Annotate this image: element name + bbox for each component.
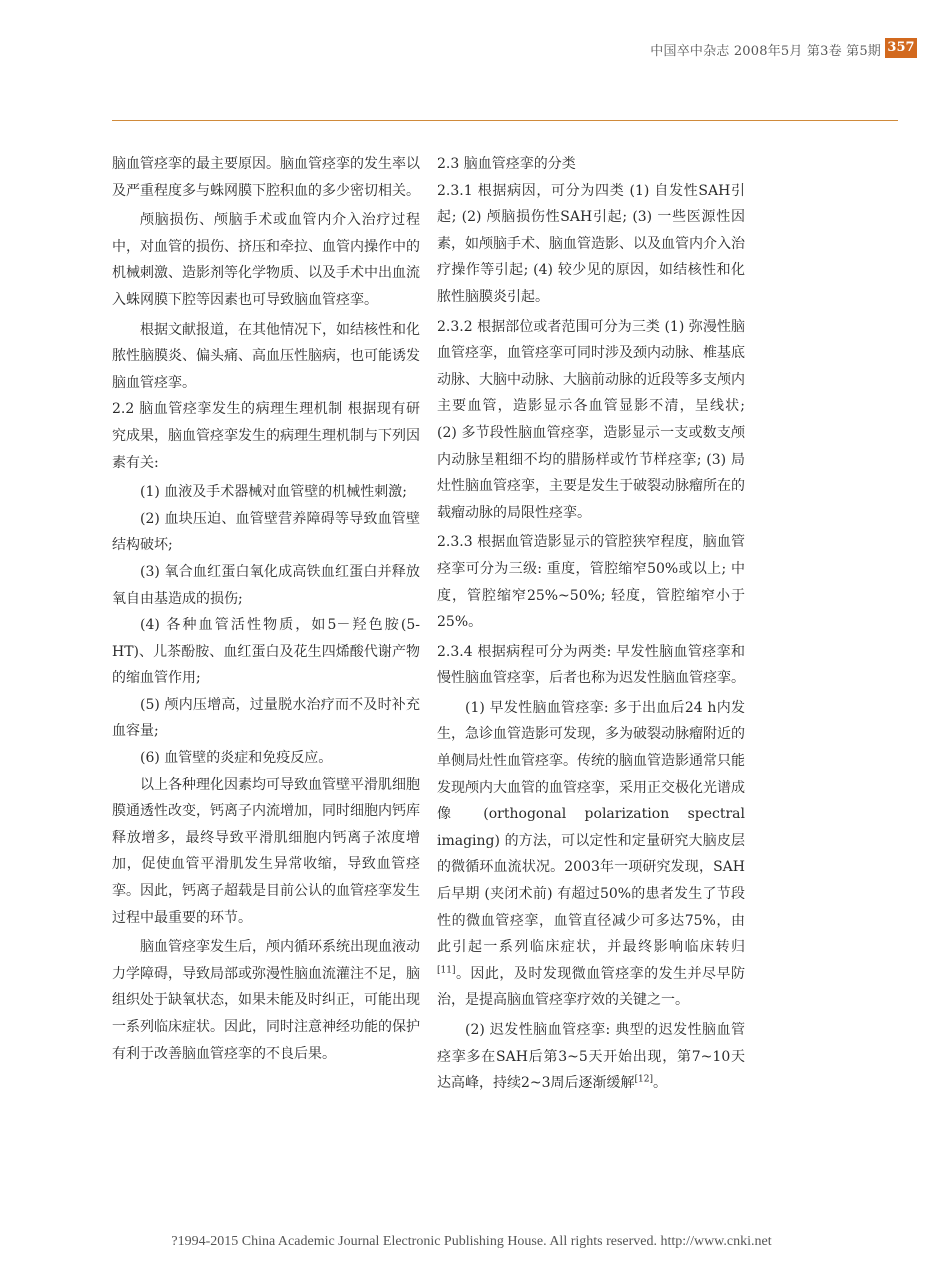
paragraph: 以上各种理化因素均可导致血管壁平滑肌细胞膜通透性改变，钙离子内流增加，同时细胞内钙库释放增多，最终导致平滑肌细胞内钙离子浓度增加，促使血管平滑肌发生异常收缩，导致血管痉挛。因此，钙离子超载是目前公认的血管痉挛发生过程中最重要的环节。: [112, 776, 420, 926]
right-column: [437, 151, 745, 1097]
paragraph: 根据文献报道，在其他情况下，如结核性和化脓性脑膜炎、偏头痛、高血压性脑病，也可能诱发脑血管痉挛。: [112, 321, 420, 391]
list-item: (1) 血液及手术器械对血管壁的机械性刺激;: [140, 484, 407, 501]
subsection-2-3-1: 2.3.1 根据病因，可分为四类 (1) 自发性SAH引起; (2) 颅脑损伤性SAH引起; (3) 一些医源性因素，如颅脑手术、脑血管造影、以及血管内介入治疗操作等引起; (4) 较少见的原因，如结核性和化脓性脑膜炎引起。: [437, 182, 745, 305]
paragraph-delayed-vasospasm: [437, 1017, 745, 1097]
citation-ref-12: [12]: [634, 1074, 654, 1085]
list-item: (4) 各种血管活性物质，如5－羟色胺(5-HT)、儿茶酚胺、血红蛋白及花生四烯酸代谢产物的缩血管作用;: [112, 617, 420, 687]
subsection-2-3-3: 2.3.3 根据血管造影显示的管腔狭窄程度，脑血管痉挛可分为三级: 重度，管腔缩窄50%或以上; 中度，管腔缩窄25%~50%; 轻度，管腔缩窄小于25%。: [437, 534, 745, 631]
left-column: [112, 151, 420, 1067]
page-number: 357: [885, 38, 917, 58]
paragraph-early-vasospasm: [437, 695, 745, 1014]
copyright-footer: ?1994-2015 China Academic Journal Electronic Publishing House. All rights reserved. http://www.cnki.net: [171, 1234, 772, 1249]
subsection-2-3-4: 2.3.4 根据病程可分为两类: 早发性脑血管痉挛和慢性脑血管痉挛，后者也称为迟发性脑血管痉挛。: [437, 643, 745, 687]
list-item: (2) 血块压迫、血管壁营养障碍等导致血管壁结构破坏;: [112, 510, 420, 554]
section-heading-2-2: 2.2 脑血管痉挛发生的病理生理机制 根据现有研究成果，脑血管痉挛发生的病理生理机制与下列因素有关:: [112, 401, 420, 471]
section-heading-2-3: 2.3 脑血管痉挛的分类: [437, 156, 576, 172]
citation-ref-11: [11]: [437, 965, 456, 976]
paragraph: 脑血管痉挛的最主要原因。脑血管痉挛的发生率以及严重程度多与蛛网膜下腔积血的多少密切相关。: [112, 156, 420, 199]
list-item: (5) 颅内压增高，过量脱水治疗而不及时补充血容量;: [112, 696, 420, 740]
paragraph-text: 。: [653, 1075, 668, 1092]
list-item: (6) 血管壁的炎症和免疫反应。: [140, 750, 333, 767]
paragraph: 颅脑损伤、颅脑手术或血管内介入治疗过程中，对血管的损伤、挤压和牵拉、血管内操作中的机械刺激、造影剂等化学物质、以及手术中出血流入蛛网膜下腔等因素也可导致脑血管痉挛。: [112, 212, 420, 308]
paragraph-text: (1) 早发性脑血管痉挛: 多于出血后24 h内发生，急诊血管造影可发现，多为破裂动脉瘤附近的单侧局灶性血管痉挛。传统的脑血管造影通常只能发现颅内大血管的血管痉挛，采用正交极化光谱成像 (orthogonal polarization spectral imaging) 的方法，可以定性和定量研究大脑皮层的微循环血流状况。2003年一项研究发现，SAH后早期 (夹闭术前) 有超过50%的患者发生了节段性的微血管痉挛，血管直径减少可多达75%，由此引起一系列临床症状，并最终影响临床转归: [437, 699, 745, 956]
subsection-2-3-2: 2.3.2 根据部位或者范围可分为三类 (1) 弥漫性脑血管痉挛，血管痉挛可同时涉及颈内动脉、椎基底动脉、大脑中动脉、大脑前动脉的近段等多支颅内主要血管，造影显示各血管显影不清，呈线状; (2) 多节段性脑血管痉挛，造影显示一支或数支颅内动脉呈粗细不均的腊肠样或竹节样痉挛; (3) 局灶性脑血管痉挛，主要是发生于破裂动脉瘤所在的载瘤动脉的局限性痉挛。: [437, 318, 745, 521]
paragraph-text: (2) 迟发性脑血管痉挛: 典型的迟发性脑血管痉挛多在SAH后第3~5天开始出现，第7~10天达高峰，持续2~3周后逐渐缓解: [437, 1022, 745, 1092]
running-header: [0, 38, 943, 62]
list-item: (3) 氧合血红蛋白氧化成高铁血红蛋白并释放氧自由基造成的损伤;: [112, 563, 420, 607]
paragraph-text: 。因此，及时发现微血管痉挛的发生并尽早防治，是提高脑血管痉挛疗效的关键之一。: [437, 965, 745, 1009]
header-rule: [112, 120, 898, 121]
paragraph: 脑血管痉挛发生后，颅内循环系统出现血液动力学障碍，导致局部或弥漫性脑血流灌注不足，脑组织处于缺氧状态，如果未能及时纠正，可能出现一系列临床症状。因此，同时注意神经功能的保护有利于改善脑血管痉挛的不良后果。: [112, 939, 420, 1062]
journal-citation: 中国卒中杂志 2008年5月 第3卷 第5期: [650, 44, 881, 59]
